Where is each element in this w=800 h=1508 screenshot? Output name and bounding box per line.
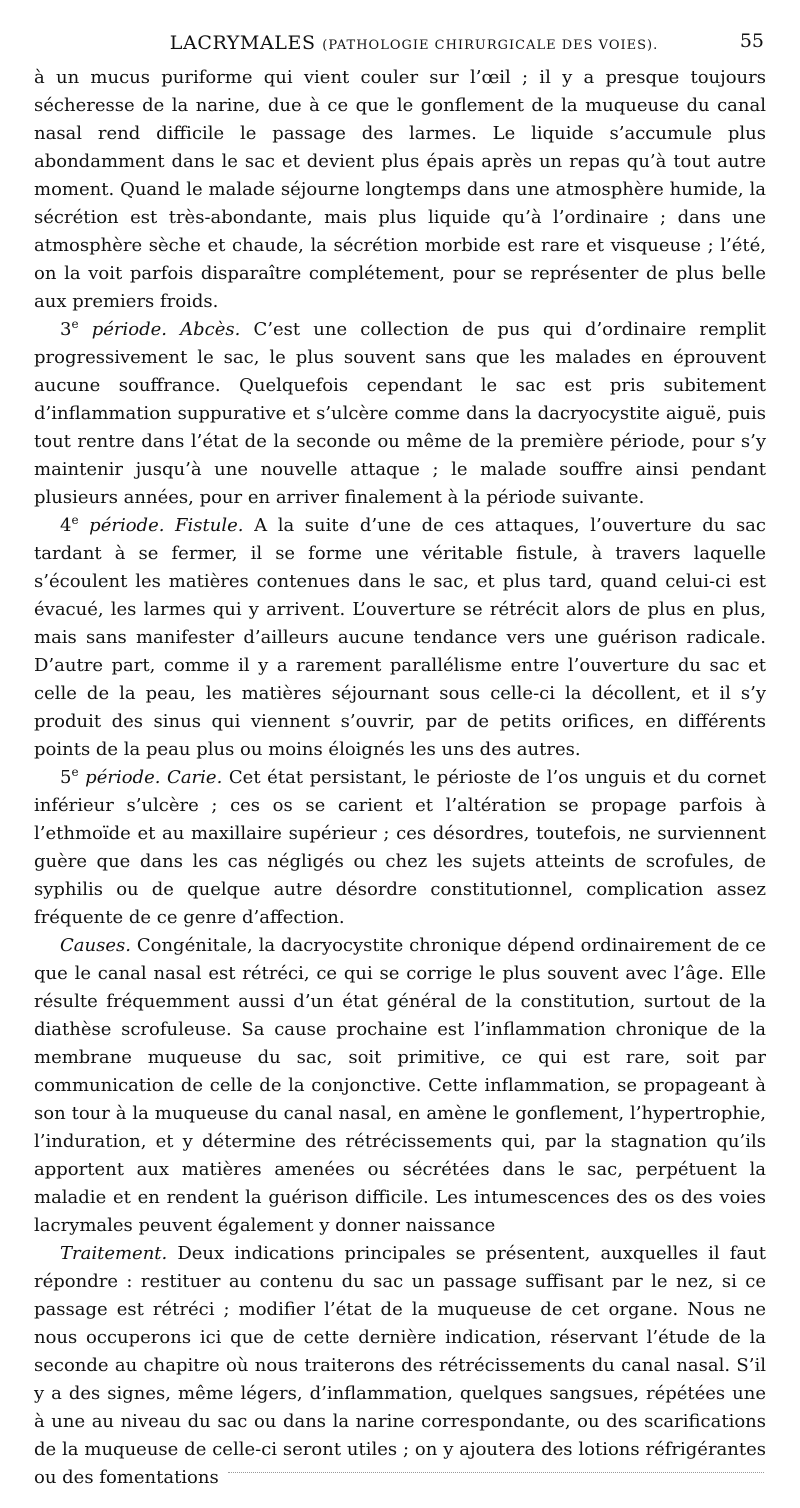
section-number: 5 xyxy=(60,767,72,788)
ordinal-suffix: e xyxy=(71,765,79,779)
section-lead: Causes. xyxy=(60,935,131,956)
running-title: LACRYMALES xyxy=(169,32,316,54)
paragraph-text: Cet état persistant, le périoste de l’os unguis et du cornet inférieur s’ulcère ; ces os se carient et l’altération se propage parfois à l’ethmoïde et au maxillaire supérieur ; ces désordres, toutefois, ne surviennent guère que dans les cas négligés ou chez les sujets atteints de scrofules, de syphilis ou de quelque autre désordre constitutionnel, complication assez fréquente de ce genre d’affection. xyxy=(34,767,766,928)
running-head xyxy=(134,32,694,54)
paragraph-text: C’est une collection de pus qui d’ordinaire remplit progressivement le sac, le plus souvent sans que les malades en éprouvent aucune souffrance. Quelquefois cependant le sac est pris subitement d’inflammation suppurative et s’ulcère comme dans la dacryocystite aiguë, puis tout rentre dans l’état de la seconde ou même de la première période, pour s’y maintenir jusqu’à une nouvelle attaque ; le malade souffre ainsi pendant plusieurs années, pour en arriver finalement à la période suivante. xyxy=(34,319,766,508)
body-text xyxy=(34,64,766,1492)
ordinal-suffix: e xyxy=(71,317,79,331)
paragraph-text: à un mucus puriforme qui vient couler sur l’œil ; il y a presque toujours sécheresse de la narine, due à ce que le gonflement de la muqueuse du canal nasal rend difficile le passage des larmes. Le liquide s’accumule plus abondamment dans le sac et devient plus épais après un repas qu’à tout autre moment. Quand le malade séjourne longtemps dans une atmosphère humide, la sécrétion est très-abondante, mais plus liquide qu’à l’ordinaire ; dans une atmosphère sèche et chaude, la sécrétion morbide est rare et visqueuse ; l’été, on la voit parfois disparaître complétement, pour se représenter de plus belle aux premiers froids. xyxy=(34,67,766,312)
section-number: 3 xyxy=(60,319,72,340)
bottom-dotted-rule xyxy=(228,1472,764,1473)
section-lead: période. Abcès. xyxy=(78,319,241,340)
paragraph-text: Congénitale, la dacryocystite chronique dépend ordinairement de ce que le canal nasal est rétréci, ce qui se corrige le plus souvent avec l’âge. Elle résulte fréquemment aussi d’un état général de la constitution, surtout de la diathèse scrofuleuse. Sa cause prochaine est l’inflammation chronique de la membrane muqueuse du sac, soit primitive, ce qui est rare, soit par communication de celle de la conjonctive. Cette inflammation, se propageant à son tour à la muqueuse du canal nasal, en amène le gonflement, l’hypertrophie, l’induration, et y détermine des rétrécissements qui, par la stagnation qu’ils apportent aux matières amenées ou sécrétées dans le sac, perpétuent la maladie et en rendent la guérison difficile. Les intumescences des os des voies lacrymales peuvent également y donner naissance xyxy=(34,935,766,1236)
paragraph-traitement xyxy=(34,1240,766,1492)
section-lead: période. Fistule. xyxy=(78,515,244,536)
paragraph-causes xyxy=(34,932,766,1240)
ordinal-suffix: e xyxy=(71,513,79,527)
section-lead: Traitement. xyxy=(60,1243,168,1264)
paragraph-text: Deux indications principales se présentent, auxquelles il faut répondre : restituer au contenu du sac un passage suffisant par le nez, si ce passage est rétréci ; modifier l’état de la muqueuse de cet organe. Nous ne nous occuperons ici que de cette dernière indication, réservant l’étude de la seconde au chapitre où nous traiterons des rétrécissements du canal nasal. S’il y a des signes, même légers, d’inflammation, quelques sangsues, répétées une à une au niveau du sac ou dans la narine correspondante, ou des scarifications de la muqueuse de celle-ci seront utiles ; on y ajoutera des lotions réfrigérantes ou des fomentations xyxy=(34,1243,766,1488)
paragraph-text: A la suite d’une de ces attaques, l’ouverture du sac tardant à se fermer, il se forme une véritable fistule, à travers laquelle s’écoulent les matières contenues dans le sac, et plus tard, quand celui-ci est évacué, les larmes qui y arrivent. L’ouverture se rétrécit alors de plus en plus, mais sans manifester d’ailleurs aucune tendance vers une guérison radicale. D’autre part, comme il y a rarement parallélisme entre l’ouverture du sac et celle de la peau, les matières séjournant sous celle-ci la décollent, et il s’y produit des sinus qui viennent s’ouvrir, par de petits orifices, en différents points de la peau plus ou moins éloignés les uns des autres. xyxy=(34,515,766,760)
page-header xyxy=(34,28,766,62)
section-lead: période. Carie. xyxy=(78,767,223,788)
paragraph-periode-5 xyxy=(34,764,766,932)
section-number: 4 xyxy=(60,515,72,536)
paragraph-periode-3 xyxy=(34,316,766,512)
running-subtitle: (PATHOLOGIE CHIRURGICALE DES VOIES). xyxy=(322,38,659,53)
paragraph-continuation xyxy=(34,64,766,316)
page-number: 55 xyxy=(739,30,764,52)
paragraph-periode-4 xyxy=(34,512,766,764)
